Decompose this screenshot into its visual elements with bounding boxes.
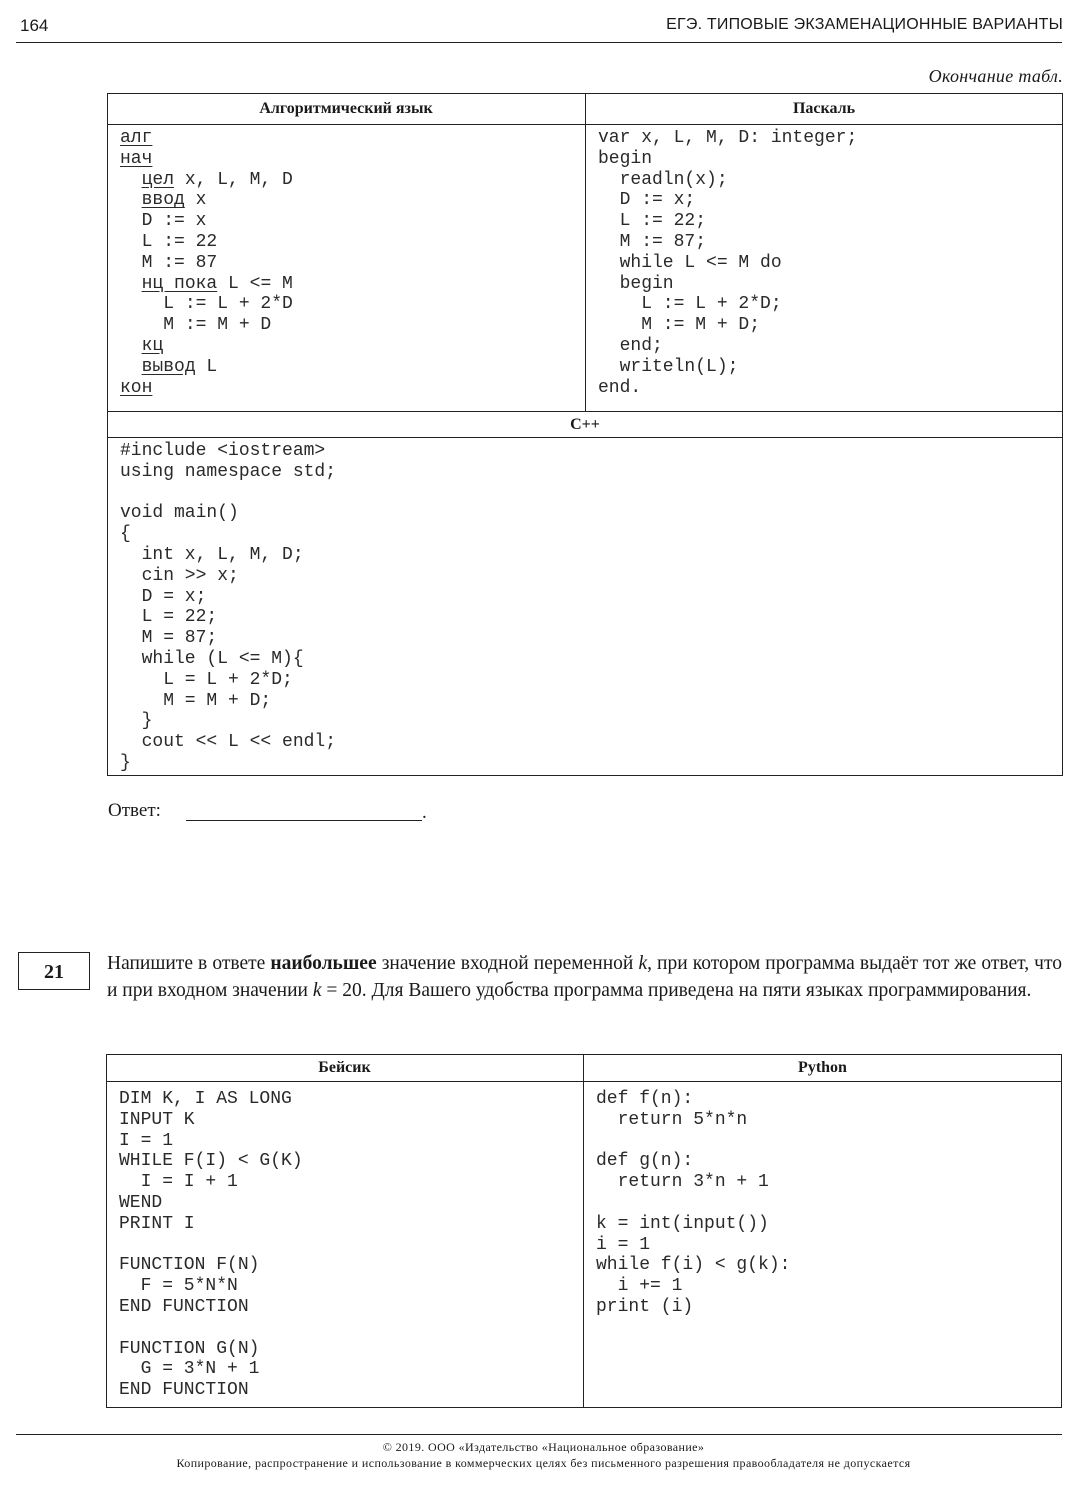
algorithmic-code xyxy=(120,128,293,398)
column-header-algorithmic: Алгоритмический язык xyxy=(259,100,433,117)
code-text: L := 22 xyxy=(141,231,218,252)
task-text-part: Напишите в ответе xyxy=(107,953,271,974)
code-keyword: вывод xyxy=(141,356,196,377)
task-text-part: значение входной переменной xyxy=(376,953,639,974)
code-keyword: нач xyxy=(120,148,153,169)
table1-section-rule xyxy=(107,411,1063,412)
python-code: def f(n): return 5*n*n def g(n): return 3*n + 1 k = int(input()) i = 1 while f(i) < g(k): i += 1 print (i) xyxy=(596,1089,791,1317)
code-text: M := M + D xyxy=(163,315,272,336)
code-line xyxy=(120,378,293,399)
task-emphasis: наибольшее xyxy=(270,953,377,974)
task-variable: k xyxy=(638,953,648,974)
task-text-part: , при котором программа выдаёт тот же ответ, что и при входном значении xyxy=(107,953,1062,1001)
code-keyword: цел xyxy=(141,169,175,190)
code-line xyxy=(120,294,293,315)
column-header-basic: Бейсик xyxy=(318,1059,371,1076)
task-text-part: = 20. Для Вашего удобства программа приведена на пяти языках программирования. xyxy=(321,980,1032,1001)
code-text: L := L + 2*D xyxy=(163,294,293,315)
code-line xyxy=(120,170,293,191)
task-variable: k xyxy=(312,980,322,1001)
running-head: ЕГЭ. ТИПОВЫЕ ЭКЗАМЕНАЦИОННЫЕ ВАРИАНТЫ xyxy=(666,16,1063,33)
page-number: 164 xyxy=(20,16,49,35)
code-text: L xyxy=(195,356,218,377)
table1-column-divider xyxy=(585,93,586,412)
code-text: D := x xyxy=(141,211,207,232)
basic-code: DIM K, I AS LONG INPUT K I = 1 WHILE F(I) < G(K) I = I + 1 WEND PRINT I FUNCTION F(N) F = 5*N*N END FUNCTION FUNCTION G(N) G = 3*N + 1 END FUNCTION xyxy=(119,1089,303,1401)
header-rule xyxy=(16,42,1062,43)
code-text: L <= M xyxy=(217,273,293,294)
column-header-cpp: C++ xyxy=(570,416,600,433)
column-header-python: Python xyxy=(798,1059,847,1076)
code-keyword: алг xyxy=(120,128,153,148)
code-keyword: ввод xyxy=(141,190,185,211)
answer-field[interactable] xyxy=(186,820,422,821)
code-keyword: кон xyxy=(120,377,153,398)
copyright-line: © 2019. ООО «Издательство «Национальное образование» xyxy=(382,1440,705,1454)
code-line xyxy=(120,336,293,357)
footer-rule xyxy=(16,1434,1062,1435)
copyright-notice: Копирование, распространение и использование в коммерческих целях без письменного разрешения правообладателя не допускается xyxy=(176,1456,911,1470)
code-line xyxy=(120,128,293,149)
code-line xyxy=(120,357,293,378)
code-line xyxy=(120,274,293,295)
table2-header-rule xyxy=(106,1081,1062,1082)
code-keyword: нц пока xyxy=(141,273,218,294)
pascal-code: var x, L, M, D: integer; begin readln(x); D := x; L := 22; M := 87; while L <= M do begin L := L + 2*D; M := M + D; end; writeln(L); end. xyxy=(598,128,858,398)
column-header-pascal: Паскаль xyxy=(792,100,856,117)
code-line xyxy=(120,149,293,170)
table2-column-divider xyxy=(583,1054,584,1408)
code-text: x, L, M, D xyxy=(174,169,293,190)
answer-label: Ответ: xyxy=(108,800,161,821)
task-text xyxy=(107,950,1062,1004)
code-line xyxy=(120,315,293,336)
code-text: M := 87 xyxy=(141,252,218,273)
code-keyword: кц xyxy=(141,335,164,356)
code-text: x xyxy=(184,190,207,211)
table-caption: Окончание табл. xyxy=(928,66,1063,86)
table1-cpp-header-rule xyxy=(107,437,1063,438)
answer-period: . xyxy=(422,802,427,823)
cpp-code: #include <iostream> using namespace std; void main() { int x, L, M, D; cin >> x; D = x; L = 22; M = 87; while (L <= M){ L = L + 2*D; M = M + D; } cout << L << endl; } xyxy=(120,441,337,773)
code-line xyxy=(120,190,293,211)
table1-header-rule xyxy=(107,124,1063,125)
code-line xyxy=(120,211,293,232)
code-line xyxy=(120,232,293,253)
question-number-box: 21 xyxy=(18,952,90,990)
code-line xyxy=(120,253,293,274)
